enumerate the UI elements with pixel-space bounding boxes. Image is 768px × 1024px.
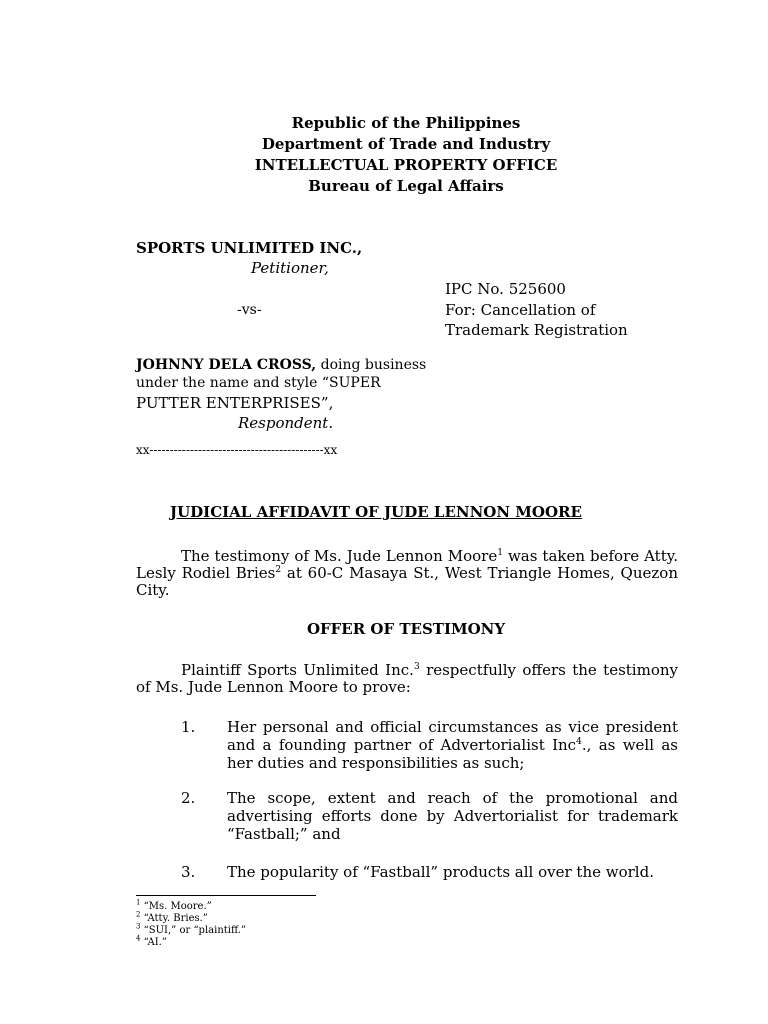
respondent-line-3: PUTTER ENTERPRISES”, xyxy=(136,394,334,412)
item-text-3: The popularity of “Fastball” products all over the world. xyxy=(227,863,654,881)
list-item xyxy=(227,718,678,772)
item-text-2: The scope, extent and reach of the promotional and advertising efforts done by Advertorialist for trademark “Fastball;” and xyxy=(227,789,678,843)
footnote-number: 1 xyxy=(136,898,141,907)
list-item xyxy=(227,863,678,881)
affidavit-title: JUDICIAL AFFIDAVIT OF JUDE LENNON MOORE xyxy=(170,503,582,521)
for-line-2: Trademark Registration xyxy=(445,321,628,339)
footnote-text: “AI.” xyxy=(143,937,167,948)
petitioner-name: SPORTS UNLIMITED INC., xyxy=(136,239,363,257)
intro-paragraph xyxy=(136,548,678,599)
footnote-text: “SUI,” or “plaintiff.” xyxy=(143,925,247,936)
respondent-line-1 xyxy=(136,357,426,373)
versus: -vs- xyxy=(237,302,262,318)
respondent-role: Respondent. xyxy=(238,414,334,432)
footnote-divider xyxy=(136,895,316,896)
item-text-1b: ., as well as her duties and responsibilities as such; xyxy=(227,736,679,772)
header-department: Department of Trade and Industry xyxy=(261,135,551,153)
footnote-ref-4[interactable]: 4 xyxy=(576,737,582,747)
intro-text-2: was taken before Atty. Lesly Rodiel Bries xyxy=(136,547,678,582)
caption-separator: xx-------------------------------------------xx xyxy=(136,443,338,457)
case-number: IPC No. 525600 xyxy=(445,280,566,298)
intro-text-1: The testimony of Ms. Jude Lennon Moore xyxy=(181,547,498,565)
offer-paragraph xyxy=(136,662,678,696)
offer-text-2: respectfully offers the testimony of Ms. Jude Lennon Moore to prove: xyxy=(136,661,678,696)
footnote-ref-1[interactable]: 1 xyxy=(497,548,503,558)
item-number: 2. xyxy=(181,789,196,807)
item-number: 1. xyxy=(181,718,196,736)
footnote-number: 4 xyxy=(136,934,141,943)
footnote-text: “Ms. Moore.” xyxy=(143,901,212,912)
respondent-line-1-rest: doing business xyxy=(316,357,427,373)
petitioner-role: Petitioner, xyxy=(251,259,329,277)
footnote-2 xyxy=(136,910,208,925)
offer-text-1: Plaintiff Sports Unlimited Inc. xyxy=(181,661,414,679)
footnote-3 xyxy=(136,922,247,937)
footnote-number: 2 xyxy=(136,910,141,919)
header-ipo: INTELLECTUAL PROPERTY OFFICE xyxy=(254,156,558,174)
respondent-name: JOHNNY DELA CROSS, xyxy=(136,357,317,373)
footnote-ref-2[interactable]: 2 xyxy=(275,565,282,575)
footnote-4 xyxy=(136,934,167,949)
footnote-1 xyxy=(136,898,212,913)
header-bureau: Bureau of Legal Affairs xyxy=(308,177,504,195)
respondent-line-2: under the name and style “SUPER xyxy=(136,375,381,391)
footnote-text: “Atty. Bries.” xyxy=(143,913,208,924)
item-number: 3. xyxy=(181,863,196,881)
list-item xyxy=(227,789,678,843)
for-line-1: For: Cancellation of xyxy=(445,301,596,319)
header-republic: Republic of the Philippines xyxy=(291,114,521,132)
intro-text-3: at 60-C Masaya St., West Triangle Homes, Quezon City. xyxy=(136,564,678,599)
footnote-number: 3 xyxy=(136,922,141,931)
item-text-1a: Her personal and official circumstances as vice president and a founding partner of Advertorialist Inc xyxy=(227,718,678,754)
offer-heading: OFFER OF TESTIMONY xyxy=(306,620,506,638)
footnote-ref-3[interactable]: 3 xyxy=(413,662,420,672)
